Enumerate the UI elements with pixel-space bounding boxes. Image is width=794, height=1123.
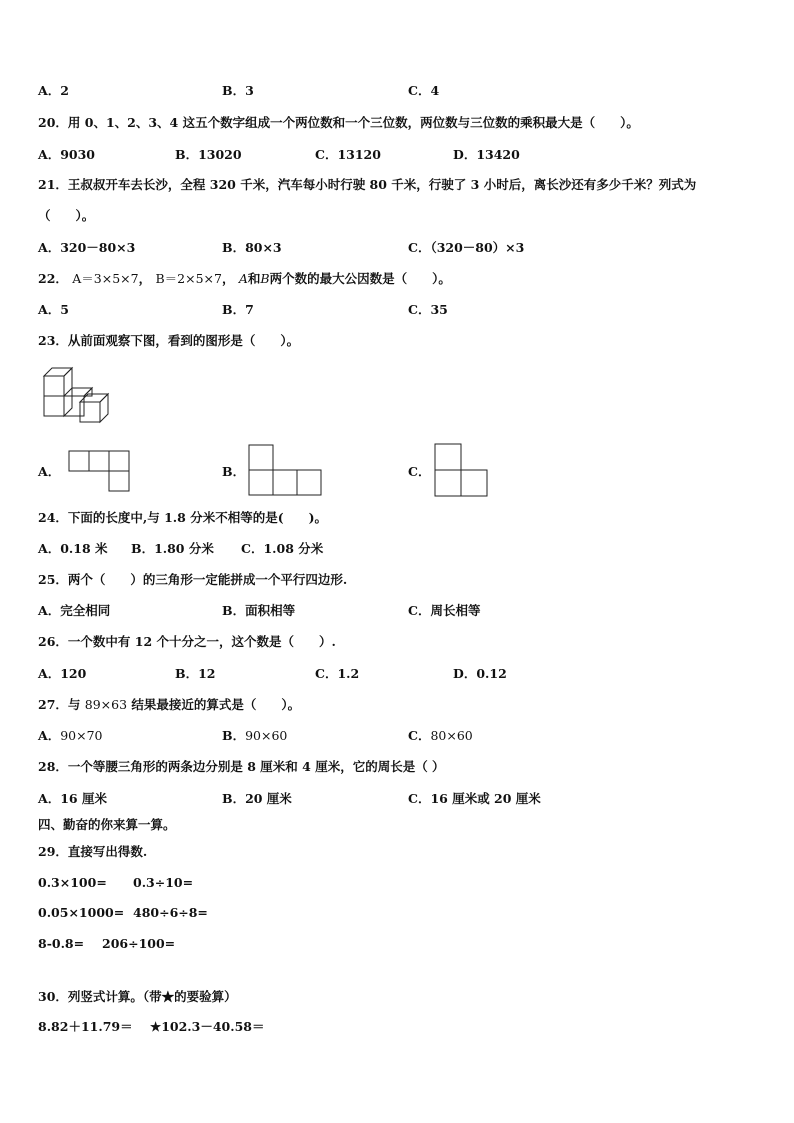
q29-row3-item1: 8-0.8=	[38, 936, 85, 951]
q21-stem-line1: 21．王叔叔开车去长沙，全程 320 千米，汽车每小时行驶 80 千米，行驶了 3 小时后，离长沙还有多少千米？列式为	[38, 177, 697, 192]
q26-option-d: D．0.12	[453, 666, 507, 681]
q30-expression-1: 8.82＋11.79＝	[38, 1019, 133, 1034]
q20-option-c: C．13120	[315, 147, 381, 162]
q22-expr-a: A＝3×5×7	[72, 271, 139, 286]
q27-expression: 89×63	[84, 697, 128, 712]
q27-option-c-label: C．	[408, 728, 431, 743]
q29-row2-item2: 480÷6÷8=	[133, 905, 208, 920]
q22-var-b: B	[260, 271, 270, 286]
q20-option-b: B．13020	[175, 147, 242, 162]
q22-stem	[38, 271, 451, 287]
q30-stem: 30．列竖式计算。（带★的要验算）	[38, 989, 237, 1004]
q22-option-c: C．35	[408, 302, 448, 317]
q21-option-a: A．320－80×3	[38, 240, 136, 255]
q20-stem: 20．用 0、1、2、3、4 这五个数字组成一个两位数和一个三位数，两位数与三位数的乘积最大是（ ）。	[38, 115, 639, 130]
q23-option-a-figure	[69, 451, 133, 495]
q27-option-a	[38, 728, 103, 744]
q24-option-b: B．1.80 分米	[131, 541, 214, 556]
q19-option-c: C．4	[408, 83, 440, 98]
q22-separator-2: ，	[221, 271, 235, 286]
q25-stem: 25．两个（ ）的三角形一定能拼成一个平行四边形.	[38, 572, 348, 587]
q29-row2-item1: 0.05×1000=	[38, 905, 125, 920]
q29-row1-item1: 0.3×100=	[38, 875, 107, 890]
q30-expression-2: ★102.3－40.58＝	[150, 1019, 265, 1034]
q28-option-b: B．20 厘米	[222, 791, 292, 806]
q23-option-b: B．	[222, 464, 246, 479]
q26-option-c: C．1.2	[315, 666, 360, 681]
q27-option-a-expr: 90×70	[60, 728, 103, 743]
q22-option-b: B．7	[222, 302, 254, 317]
q20-option-d: D．13420	[453, 147, 520, 162]
q20-option-a: A．9030	[38, 147, 95, 162]
q22-option-a: A．5	[38, 302, 69, 317]
q29-row3-item2: 206÷100=	[102, 936, 176, 951]
q28-option-c: C．16 厘米或 20 厘米	[408, 791, 541, 806]
q27-option-a-label: A．	[38, 728, 61, 743]
q23-cube-figure	[44, 368, 124, 428]
q23-option-a: A．	[38, 464, 61, 479]
q22-separator: ，	[138, 271, 152, 286]
q24-option-c: C．1.08 分米	[241, 541, 324, 556]
q26-stem: 26．一个数中有 12 个十分之一，这个数是（ ）.	[38, 634, 336, 649]
q22-and: 和	[247, 271, 261, 286]
q25-option-b: B．面积相等	[222, 603, 296, 618]
q26-option-b: B．12	[175, 666, 216, 681]
q22-tail: 两个数的最大公因数是（ ）。	[269, 271, 451, 286]
q19-option-b: B．3	[222, 83, 254, 98]
q29-stem: 29．直接写出得数.	[38, 844, 148, 859]
q29-row1-item2: 0.3÷10=	[133, 875, 194, 890]
q25-option-a: A．完全相同	[38, 603, 111, 618]
q23-option-b-figure	[249, 445, 323, 497]
q21-option-c: C．（320－80）×3	[408, 240, 525, 255]
q21-option-b: B．80×3	[222, 240, 282, 255]
q27-option-b-expr: 90×60	[245, 728, 288, 743]
q24-option-a: A．0.18 米	[38, 541, 108, 556]
q23-stem: 23．从前面观察下图，看到的图形是（ ）。	[38, 333, 300, 348]
q28-option-a: A．16 厘米	[38, 791, 107, 806]
q22-var-a: A	[238, 271, 248, 286]
q25-option-c: C．周长相等	[408, 603, 481, 618]
q23-option-c: C．	[408, 464, 431, 479]
q28-stem: 28．一个等腰三角形的两条边分别是 8 厘米和 4 厘米，它的周长是（ ）	[38, 759, 445, 774]
q23-option-c-figure	[435, 444, 491, 498]
q22-expr-b: B＝2×5×7	[155, 271, 222, 286]
q27-number: 27．与	[38, 697, 81, 712]
q24-stem: 24．下面的长度中,与 1.8 分米不相等的是( )。	[38, 510, 328, 525]
section-4-heading: 四、勤奋的你来算一算。	[38, 817, 176, 832]
q27-option-b-label: B．	[222, 728, 246, 743]
q27-tail: 结果最接近的算式是（ ）。	[131, 697, 301, 712]
q22-number: 22．	[38, 271, 68, 286]
q21-stem-line2: （ ）。	[38, 208, 95, 223]
q27-stem	[38, 697, 300, 713]
q27-option-c-expr: 80×60	[430, 728, 473, 743]
q26-option-a: A．120	[38, 666, 87, 681]
q27-option-b	[222, 728, 287, 744]
q19-option-a: A．2	[38, 83, 69, 98]
q27-option-c	[408, 728, 473, 744]
